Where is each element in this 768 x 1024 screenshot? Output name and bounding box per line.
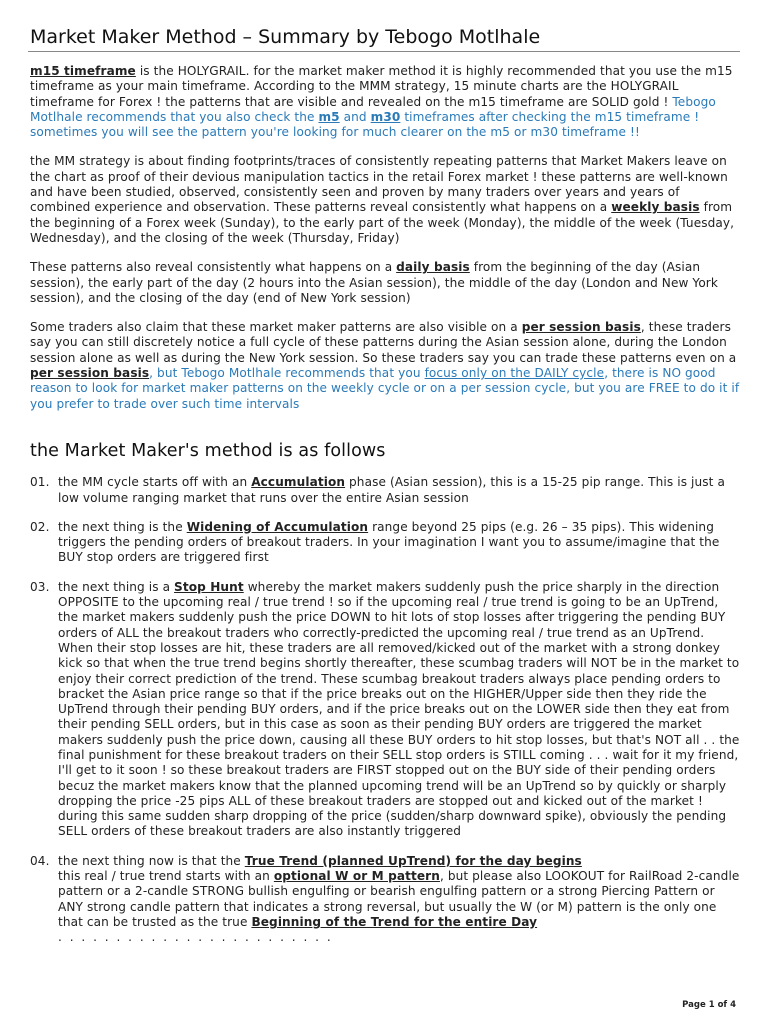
list-item bbox=[30, 475, 742, 506]
step-number: 03. bbox=[30, 579, 50, 594]
step-text: range beyond 25 pips (e.g. 26 – 35 pips). This widening triggers the pending orders of breakout traders. In your imagination I want you to assume/imagine that the BUY stop orders are triggered first bbox=[58, 519, 720, 565]
weekly-basis-link[interactable]: weekly basis bbox=[611, 200, 700, 215]
true-trend-link[interactable]: True Trend (planned UpTrend) for the day begins bbox=[244, 853, 582, 868]
step-text: the next thing is a bbox=[58, 579, 175, 594]
beginning-of-trend-link[interactable]: Beginning of the Trend for the entire Day bbox=[251, 914, 538, 929]
widening-of-accumulation-link[interactable]: Widening of Accumulation bbox=[186, 519, 369, 534]
per-session-basis-link[interactable]: per session basis bbox=[521, 320, 641, 335]
recommendation-text: , there is NO good reason to look for market maker patterns on the weekly cycle or on a per session cycle, but you are FREE to do it if you prefer to trade over such time intervals bbox=[30, 366, 740, 411]
step-text: the next thing now is that the bbox=[58, 853, 245, 868]
step-text: the MM cycle starts off with an bbox=[58, 475, 252, 490]
m30-link[interactable]: m30 bbox=[370, 109, 401, 124]
title-divider bbox=[28, 51, 740, 52]
recommendation-text: Tebogo Motlhale recommends that you also check the bbox=[30, 94, 716, 124]
list-item bbox=[30, 580, 742, 840]
recommendation-text: , but Tebogo Motlhale recommends that you bbox=[149, 366, 425, 381]
step-text: whereby the market makers suddenly push the price sharply in the direction OPPOSITE to the upcoming real / true trend ! so if the upcoming real / true trend is going to be an UpTrend, the market makers suddenly push the price DOWN to hit lots of stop losses after triggering the pending BUY orders of ALL the breakout traders who correctly-predicted the upcoming real / true trend as an UpTrend. When their stop losses are hit, these traders are all removed/kicked out of the market with a strong donkey kick so that when the true trend begins shortly thereafter, these scumbag traders will NOT be in the market to enjoy their correct prediction of the trend. These scumbag breakout traders always place pending orders to bracket the Asian price range so that if the price breaks out on the HIGHER/Upper side then they ride the UpTrend through their pending BUY orders, and if the price breaks out on the LOWER side then they eat from their pending SELL orders, but in this case as soon as their pending BUY orders are triggered the market makers suddenly push the price down, causing all these BUY orders to hit stop losses, but that's NOT all . . the final punishment for these breakout traders on their SELL stop orders is STILL coming . . . wait for it my friend, I'll get to it soon ! so these breakout traders are FIRST stopped out on the BUY side of their pending orders becuz the market makers know that the planned upcoming trend will be an UpTrend so by quickly or sharply dropping the price -25 pips ALL of these breakout traders are stopped out and kicked out of the market ! during this same sudden sharp dropping of the price (sudden/sharp downward spike), obviously the pending SELL orders of these breakout traders are also instantly triggered bbox=[58, 579, 740, 839]
paragraph-text: from the beginning of the day (Asian session), the early part of the day (2 hours into the Asian session), the middle of the day (London and New York session), and the closing of the day (end of New York session) bbox=[30, 260, 718, 305]
recommendation-text: timeframes after checking the m15 timeframe ! sometimes you will see the pattern you're looking for much clearer on the m5 or m30 timeframe !! bbox=[30, 109, 700, 140]
list-item bbox=[30, 520, 742, 566]
section-heading: the Market Maker's method is as follows bbox=[30, 440, 386, 461]
paragraph-text: the MM strategy is about finding footprints/traces of consistently repeating patterns that Market Makers leave on the chart as proof of their devious manipulation tactics in the retail Forex market ! these patterns are well-known and have been studied, observed, consistently seen and proven by many traders over years and years of combined experience and observation. These patterns reveal consistently what happens on a bbox=[30, 154, 728, 215]
paragraph-text: Some traders also claim that these market maker patterns are also visible on a bbox=[30, 320, 522, 335]
focus-daily-cycle-link[interactable]: focus only on the DAILY cycle bbox=[424, 366, 605, 381]
document-title: Market Maker Method – Summary by Tebogo Motlhale bbox=[30, 26, 541, 48]
m15-timeframe-link[interactable]: m15 timeframe bbox=[30, 64, 136, 78]
paragraph-timeframe bbox=[30, 64, 742, 140]
paragraph-daily bbox=[30, 260, 742, 306]
daily-basis-link[interactable]: daily basis bbox=[396, 260, 470, 275]
document-body bbox=[30, 64, 742, 960]
step-number: 01. bbox=[30, 475, 50, 490]
w-or-m-pattern-link[interactable]: optional W or M pattern bbox=[273, 869, 440, 884]
stop-hunt-link[interactable]: Stop Hunt bbox=[174, 579, 244, 594]
step-number: 02. bbox=[30, 519, 50, 534]
accumulation-link[interactable]: Accumulation bbox=[251, 475, 346, 490]
m5-link[interactable]: m5 bbox=[318, 109, 340, 124]
recommendation-text: and bbox=[339, 109, 371, 124]
step-text: the next thing is the bbox=[58, 519, 187, 534]
step-text: phase (Asian session), this is a 15-25 pip range. This is just a low volume ranging market that runs over the entire Asian session bbox=[58, 475, 725, 505]
paragraph-strategy bbox=[30, 154, 742, 246]
paragraph-text: , these traders say you can still discretely notice a full cycle of these patterns during the Asian session alone, during the London session alone as well as during the New York session. So these traders say you can trade these patterns even on a bbox=[30, 320, 737, 365]
paragraph-text: These patterns also reveal consistently what happens on a bbox=[30, 260, 397, 275]
page-number: Page 1 of 4 bbox=[682, 1000, 736, 1010]
paragraph-text: is the HOLYGRAIL. for the market maker method it is highly recommended that you use the m15 timeframe as your main timeframe. According to the MMM strategy, 15 minute charts are the HOLYGRAIL timeframe for Forex ! the patterns that are visible and revealed on the m15 timeframe are SOLID gold ! bbox=[30, 64, 733, 109]
method-steps-list bbox=[30, 475, 742, 945]
step-number: 04. bbox=[30, 853, 50, 868]
per-session-basis-link-2[interactable]: per session basis bbox=[30, 366, 150, 381]
step-text: , but please also LOOKOUT for RailRoad 2-candle pattern or a 2-candle STRONG bullish engulfing or bearish engulfing pattern or a strong Piercing Pattern or ANY strong candle pattern that indicates a strong reversal, but usually the W (or M) pattern is the only one that can be trusted as the true bbox=[58, 869, 740, 929]
paragraph-session bbox=[30, 320, 742, 412]
list-item bbox=[30, 854, 742, 946]
step-text: this real / true trend starts with an bbox=[58, 869, 274, 884]
paragraph-text: from the beginning of a Forex week (Sunday), to the early part of the week (Monday), the middle of the week (Tuesday, Wednesday), and the closing of the week (Thursday, Friday) bbox=[30, 200, 735, 245]
continuation-dots: . . . . . . . . . . . . . . . . . . . . . . . . bbox=[58, 930, 333, 945]
